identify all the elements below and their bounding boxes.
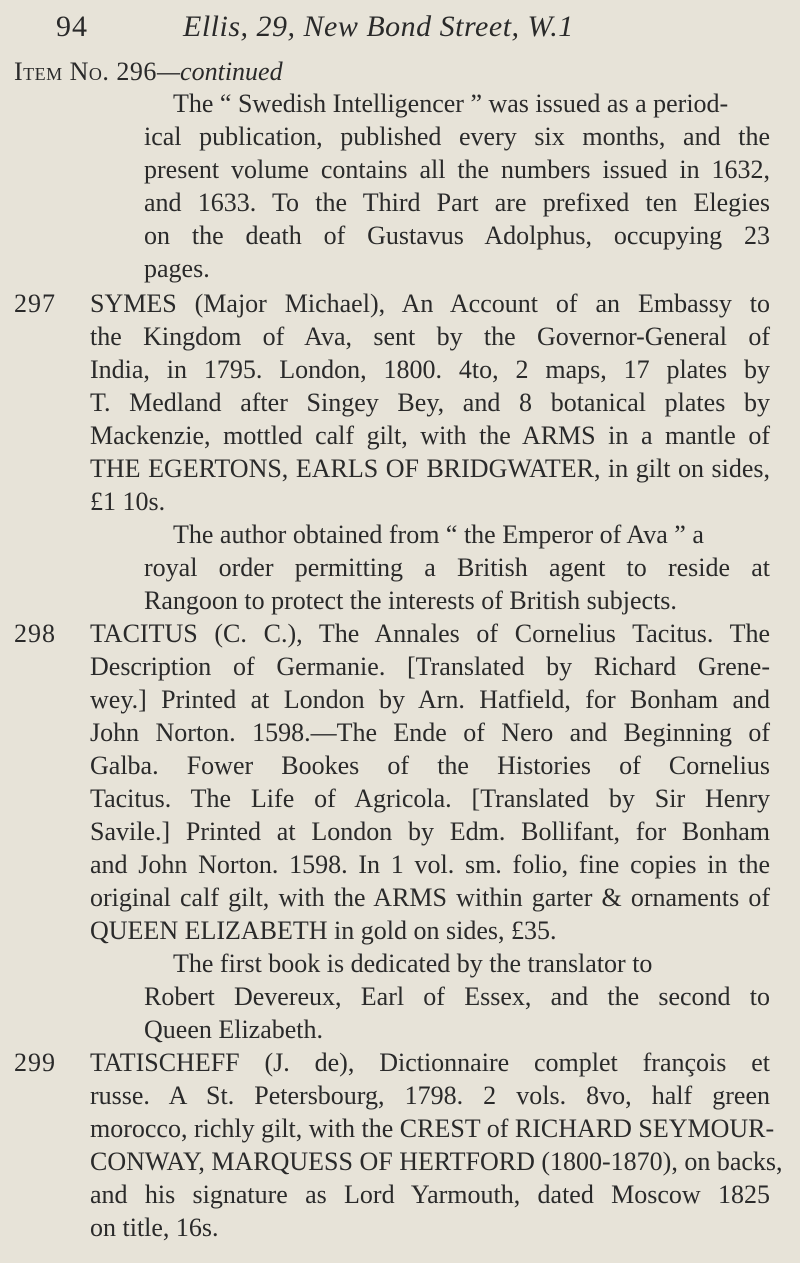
note-line: pages.: [144, 254, 210, 283]
page-header: [0, 10, 800, 46]
continued-item-label: Item No. 296: [14, 57, 157, 86]
entry-text-line: Mackenzie, mottled calf gilt, with the ARMS in a mantle of: [90, 421, 770, 450]
entry-text-line: and his signature as Lord Yarmouth, dated Moscow 1825: [90, 1180, 770, 1209]
entry-text-line: TACITUS (C. C.), The Annales of Cornelius Tacitus. The: [90, 619, 770, 648]
note-line: Robert Devereux, Earl of Essex, and the second to: [144, 982, 770, 1011]
note-line: present volume contains all the numbers issued in 1632,: [144, 155, 770, 184]
entry-text-line: John Norton. 1598.—The Ende of Nero and Beginning of: [90, 718, 770, 747]
entry-text-line: original calf gilt, with the ARMS within garter & ornaments of: [90, 883, 770, 912]
note-line: The first book is dedicated by the translator to: [173, 949, 653, 978]
entry-text-line: THE EGERTONS, EARLS OF BRIDGWATER, in gilt on sides,: [90, 454, 770, 483]
entry-text-line: India, in 1795. London, 1800. 4to, 2 maps, 17 plates by: [90, 355, 770, 384]
page-number: 94: [56, 10, 88, 43]
note-line: royal order permitting a British agent to reside at: [144, 553, 770, 582]
note-line: Rangoon to protect the interests of British subjects.: [144, 586, 677, 615]
entry-text-line: SYMES (Major Michael), An Account of an Embassy to: [90, 289, 770, 318]
entry-text-line: wey.] Printed at London by Arn. Hatfield, for Bonham and: [90, 685, 770, 714]
note-line: Queen Elizabeth.: [144, 1015, 324, 1044]
entry-number: 299: [14, 1048, 56, 1077]
continued-heading: [14, 56, 283, 87]
entry-text-line: Tacitus. The Life of Agricola. [Translated by Sir Henry: [90, 784, 770, 813]
entry-text-line: CONWAY, MARQUESS OF HERTFORD (1800-1870), on backs,: [90, 1147, 783, 1176]
entry-text-line: on title, 16s.: [90, 1213, 219, 1242]
running-head: Ellis, 29, New Bond Street, W.1: [183, 10, 574, 43]
entry-text-line: Description of Germanie. [Translated by Richard Grene-: [90, 652, 770, 681]
entry-text-line: QUEEN ELIZABETH in gold on sides, £35.: [90, 916, 557, 945]
note-line: The author obtained from “ the Emperor of Ava ” a: [173, 520, 704, 549]
note-line: and 1633. To the Third Part are prefixed ten Elegies: [144, 188, 770, 217]
entry-text-line: T. Medland after Singey Bey, and 8 botanical plates by: [90, 388, 770, 417]
entry-text-line: TATISCHEFF (J. de), Dictionnaire complet françois et: [90, 1048, 770, 1077]
continued-suffix: —continued: [156, 57, 283, 86]
note-line: ical publication, published every six months, and the: [144, 122, 770, 151]
entry-text-line: Galba. Fower Bookes of the Histories of Cornelius: [90, 751, 770, 780]
entry-text-line: morocco, richly gilt, with the CREST of RICHARD SEYMOUR-: [90, 1114, 775, 1143]
entry-text-line: the Kingdom of Ava, sent by the Governor-General of: [90, 322, 770, 351]
note-line: The “ Swedish Intelligencer ” was issued as a period-: [173, 89, 729, 118]
note-line: on the death of Gustavus Adolphus, occupying 23: [144, 221, 770, 250]
entry-text-line: russe. A St. Petersbourg, 1798. 2 vols. 8vo, half green: [90, 1081, 770, 1110]
entry-text-line: £1 10s.: [90, 487, 166, 516]
entry-text-line: Savile.] Printed at London by Edm. Bollifant, for Bonham: [90, 817, 770, 846]
entry-number: 297: [14, 289, 56, 318]
entry-number: 298: [14, 619, 56, 648]
entry-text-line: and John Norton. 1598. In 1 vol. sm. folio, fine copies in the: [90, 850, 770, 879]
